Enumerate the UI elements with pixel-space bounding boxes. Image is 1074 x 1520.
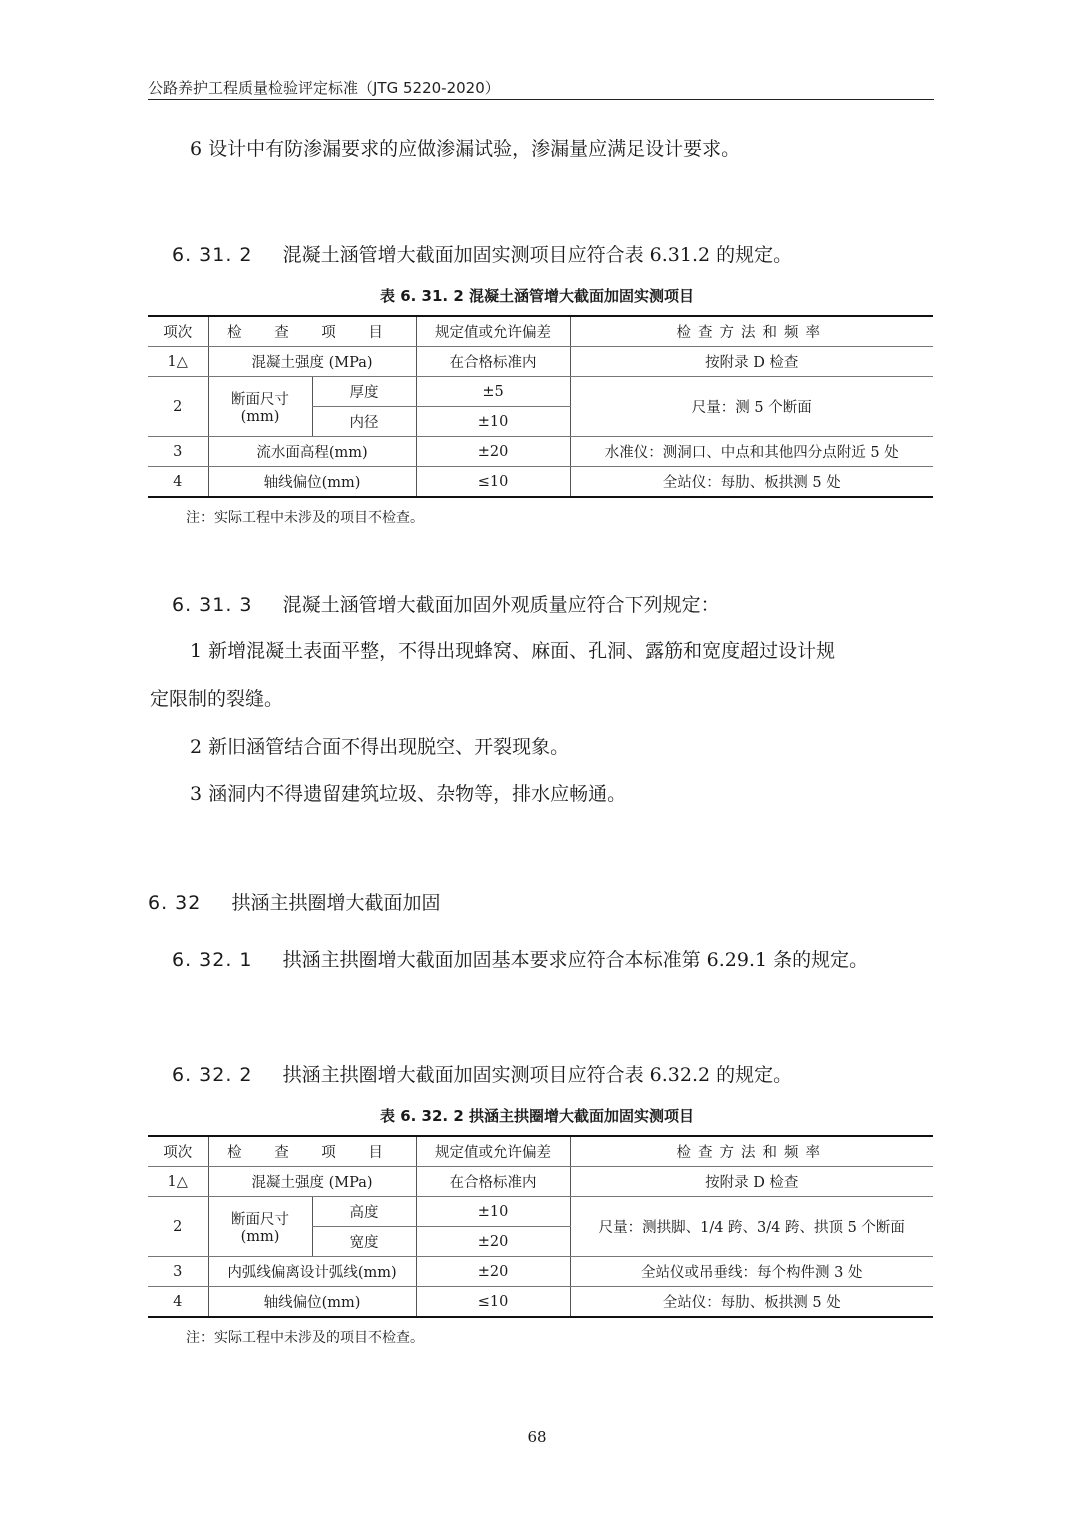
header-cell: 检查方法和频率 [570,316,933,347]
clause-6-31-2 [172,240,792,267]
check-item-label: 断面尺寸 [231,392,289,408]
sub-item: 内径 [312,407,416,437]
check-item: 轴线偏位(mm) [208,1287,416,1318]
table-6-32-2 [148,1135,933,1318]
tolerance: ±20 [416,1227,570,1257]
list-item-1-line-1: 1 新增混凝土表面平整，不得出现蜂窝、麻面、孔洞、露筋和宽度超过设计规 [190,640,836,662]
method: 按附录 D 检查 [570,347,933,377]
check-item: 混凝土强度 (MPa) [208,347,416,377]
table-6-31-2 [148,315,933,498]
table-row [148,1287,933,1318]
check-item: 混凝土强度 (MPa) [208,1167,416,1197]
clause-6-32-1 [172,945,868,972]
table-row [148,1197,933,1227]
page-number: 68 [527,1428,547,1446]
list-item-1-line-2: 定限制的裂缝。 [150,688,284,710]
paragraph-item-6: 6 设计中有防渗漏要求的应做渗漏试验，渗漏量应满足设计要求。 [190,138,741,160]
row-number: 1△ [148,1167,208,1197]
row-number: 2 [148,1197,208,1257]
row-number: 1△ [148,347,208,377]
list-item-2: 2 新旧涵管结合面不得出现脱空、开裂现象。 [190,736,570,758]
method: 全站仪：每肋、板拱测 5 处 [570,1287,933,1318]
tolerance: ±5 [416,377,570,407]
section-heading-6-32 [148,888,440,915]
row-number: 3 [148,1257,208,1287]
row-number: 3 [148,437,208,467]
clause-text: 拱涵主拱圈增大截面加固基本要求应符合本标准第 6.29.1 条的规定。 [282,949,869,971]
header-cell: 规定值或允许偏差 [416,316,570,347]
clause-number: 6. 32. 2 [172,1064,253,1086]
header-cell: 项次 [148,1136,208,1167]
header-cell: 项次 [148,316,208,347]
tolerance: 在合格标准内 [416,347,570,377]
row-number: 4 [148,467,208,498]
table-caption: 表 6. 31. 2 混凝土涵管增大截面加固实测项目 [379,287,695,305]
row-number: 4 [148,1287,208,1318]
table-row [148,347,933,377]
check-item [208,377,312,437]
tolerance: ±20 [416,437,570,467]
table-row [148,1257,933,1287]
table-caption: 表 6. 32. 2 拱涵主拱圈增大截面加固实测项目 [379,1107,695,1125]
clause-number: 6. 32. 1 [172,949,253,971]
header-cell: 检查方法和频率 [570,1136,933,1167]
running-header: 公路养护工程质量检验评定标准（JTG 5220-2020） [148,79,500,97]
table-header-row [148,316,933,347]
method: 全站仪或吊垂线：每个构件测 3 处 [570,1257,933,1287]
table-row [148,377,933,407]
check-item-unit: (mm) [240,1229,280,1245]
check-item [208,1197,312,1257]
check-item: 内弧线偏离设计弧线(mm) [208,1257,416,1287]
header-rule [148,99,934,100]
clause-text: 混凝土涵管增大截面加固外观质量应符合下列规定： [282,594,720,616]
header-cell: 规定值或允许偏差 [416,1136,570,1167]
clause-text: 混凝土涵管增大截面加固实测项目应符合表 6.31.2 的规定。 [282,244,793,266]
method: 水准仪：测洞口、中点和其他四分点附近 5 处 [570,437,933,467]
header-cell: 检 查 项 目 [208,316,416,347]
tolerance: ±20 [416,1257,570,1287]
table-header-row [148,1136,933,1167]
table-row [148,437,933,467]
table-row [148,1167,933,1197]
section-title: 拱涵主拱圈增大截面加固 [231,892,441,914]
clause-number: 6. 31. 2 [172,244,253,266]
tolerance: 在合格标准内 [416,1167,570,1197]
table-note: 注：实际工程中未涉及的项目不检查。 [186,1330,424,1346]
check-item: 流水面高程(mm) [208,437,416,467]
section-number: 6. 32 [148,892,202,914]
table-row [148,467,933,498]
check-item-unit: (mm) [240,409,280,425]
method: 尺量：测拱脚、1/4 跨、3/4 跨、拱顶 5 个断面 [570,1197,933,1257]
sub-item: 厚度 [312,377,416,407]
table-note: 注：实际工程中未涉及的项目不检查。 [186,510,424,526]
list-item-3: 3 涵洞内不得遗留建筑垃圾、杂物等，排水应畅通。 [190,783,627,805]
tolerance: ±10 [416,407,570,437]
header-cell: 检 查 项 目 [208,1136,416,1167]
clause-6-32-2 [172,1060,792,1087]
tolerance: ±10 [416,1197,570,1227]
method: 按附录 D 检查 [570,1167,933,1197]
clause-text: 拱涵主拱圈增大截面加固实测项目应符合表 6.32.2 的规定。 [282,1064,793,1086]
tolerance: ≤10 [416,467,570,498]
method: 全站仪：每肋、板拱测 5 处 [570,467,933,498]
clause-number: 6. 31. 3 [172,594,253,616]
row-number: 2 [148,377,208,437]
check-item: 轴线偏位(mm) [208,467,416,498]
sub-item: 宽度 [312,1227,416,1257]
check-item-label: 断面尺寸 [231,1212,289,1228]
clause-6-31-3 [172,590,720,617]
method: 尺量：测 5 个断面 [570,377,933,437]
tolerance: ≤10 [416,1287,570,1318]
sub-item: 高度 [312,1197,416,1227]
